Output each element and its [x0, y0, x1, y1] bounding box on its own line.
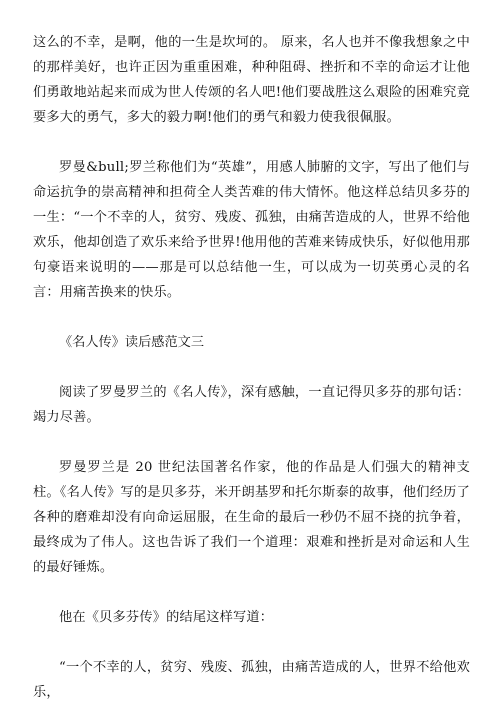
section-heading: 《名人传》读后感范文三 [59, 335, 205, 350]
paragraph-gap [33, 630, 470, 655]
paragraph-1: 这么的不幸，是啊，他的一生是坎坷的。 原来，名人也并不像我想象之中的那样美好，也许正因为重重困难，种种阻碍、挫折和不幸的命运才让他们勇敢地站起来而成为世人传颂的名人吧!他们要战胜这么艰险的困难究竟要多大的勇气，多大的毅力啊!他们的勇气和毅力使我很佩服。 [33, 35, 470, 125]
paragraph-gap [33, 130, 470, 155]
paragraph-2: 罗曼&bull;罗兰称他们为“英雄”，用感人肺腑的文字，写出了他们与命运抗争的崇高精神和担荷全人类苦难的伟大情怀。他这样总结贝多芬的一生：“一个不幸的人，贫穷、残废、孤独，由痛苦造成的人，世界不给他欢乐，他却创造了欢乐来给予世界!他用他的苦难来铸成快乐，好似他用那句豪语来说明的——那是可以总结他一生，可以成为一切英勇心灵的名言：用痛苦换来的快乐。 [33, 160, 470, 300]
paragraph-gap [33, 305, 470, 330]
paragraph-3: 阅读了罗曼罗兰的《名人传》，深有感触，一直记得贝多芬的那句话：竭力尽善。 [33, 385, 470, 425]
paragraph-4: 罗曼罗兰是 20 世纪法国著名作家，他的作品是人们强大的精神支柱。《名人传》写的是贝多芬，米开朗基罗和托尔斯泰的故事，他们经历了各种的磨难却没有向命运屈服，在生命的最后一秒仍不屈不挠的抗争着，最终成为了伟人。这也告诉了我们一个道理：艰难和挫折是对命运和人生的最好锤炼。 [33, 460, 470, 575]
paragraph-gap [33, 580, 470, 605]
paragraph-gap [33, 430, 470, 455]
paragraph-gap [33, 355, 470, 380]
paragraph-5: 他在《贝多芬传》的结尾这样写道： [59, 610, 274, 625]
paragraph-6: “一个不幸的人，贫穷、残废、孤独，由痛苦造成的人，世界不给他欢乐， [33, 660, 470, 700]
